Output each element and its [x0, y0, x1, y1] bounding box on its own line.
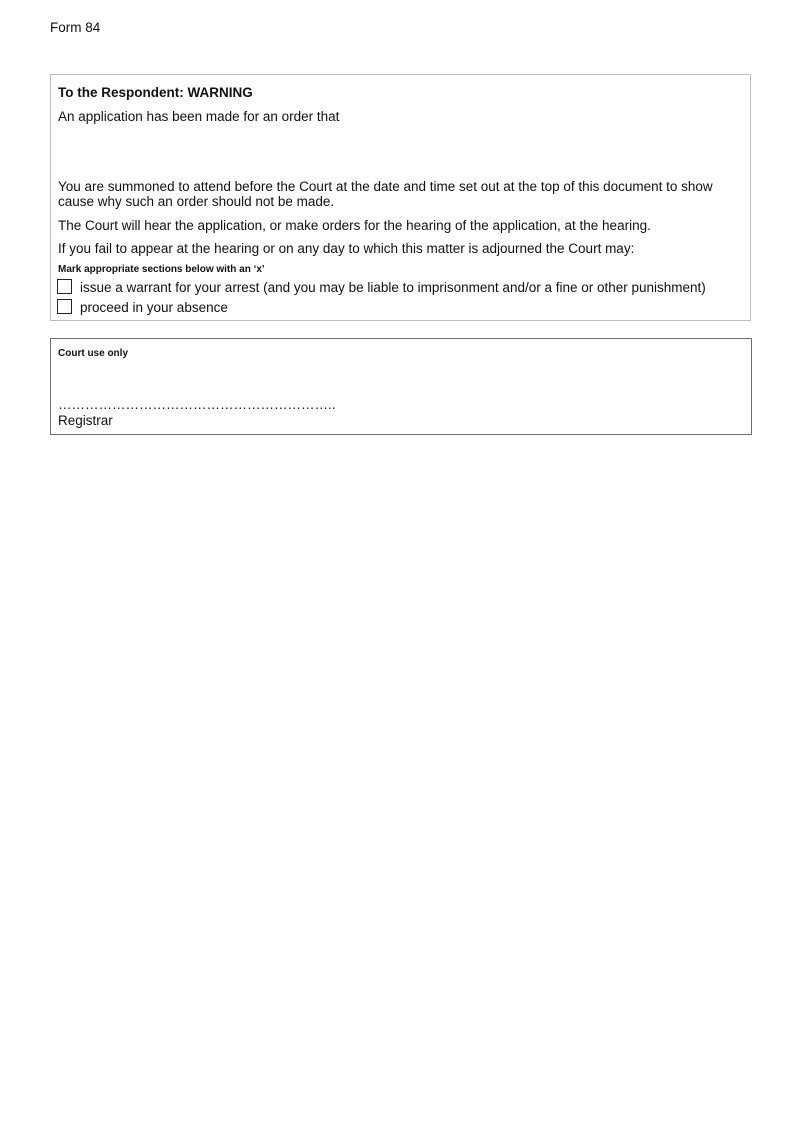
application-text: An application has been made for an order that: [58, 109, 340, 124]
proceed-in-absence-label: proceed in your absence: [80, 300, 228, 315]
summons-text: You are summoned to attend before the Court at the date and time set out at the top of this document to show cause why such an order should not be made.: [58, 179, 713, 209]
mark-instruction: Mark appropriate sections below with an ‘x’: [58, 264, 265, 275]
respondent-warning-section: [50, 74, 751, 321]
warning-title: To the Respondent: WARNING: [58, 85, 253, 100]
arrest-warrant-checkbox[interactable]: [57, 279, 72, 294]
failure-consequences-text: If you fail to appear at the hearing or on any day to which this matter is adjourned the Court may:: [58, 241, 635, 256]
form-number: Form 84: [50, 20, 101, 35]
registrar-signature-line: ……………………………………………………..: [58, 397, 336, 412]
court-use-heading: Court use only: [58, 348, 129, 359]
court-use-only-section: [50, 338, 752, 435]
proceed-in-absence-checkbox[interactable]: [57, 299, 72, 314]
hearing-text: The Court will hear the application, or make orders for the hearing of the application, at the hearing.: [58, 218, 651, 233]
arrest-warrant-label: issue a warrant for your arrest (and you may be liable to imprisonment and/or a fine or other punishment): [80, 280, 706, 295]
registrar-label: Registrar: [58, 413, 113, 428]
